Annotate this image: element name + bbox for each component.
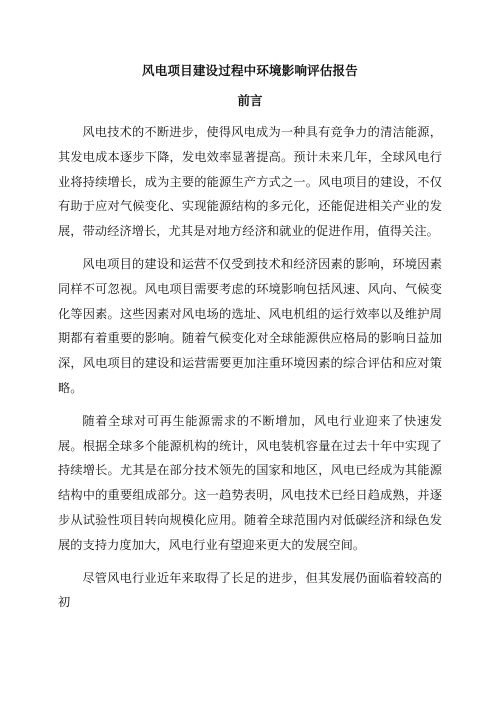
paragraph-2: 风电项目的建设和运营不仅受到技术和经济因素的影响，环境因素同样不可忽视。风电项目需要考虑的环境影响包括风速、风向、气候变化等因素。这些因素对风电场的选址、风电机组的运行效率以及维护周期都有着重要的影响。随着气候变化对全球能源供应格局的影响日益加深，风电项目的建设和运营需要更加注重环境因素的综合评估和应对策略。 bbox=[58, 256, 442, 395]
paragraph-3: 随着全球对可再生能源需求的不断增加，风电行业迎来了快速发展。根据全球多个能源机构的统计，风电装机容量在过去十年中实现了持续增长。尤其是在部分技术领先的国家和地区，风电已经成为其能源结构中的重要组成部分。这一趋势表明，风电技术已经日趋成熟，并逐步从试验性项目转向规模化应用。随着全球范围内对低碳经济和绿色发展的支持力度加大，风电行业有望迎来更大的发展空间。 bbox=[58, 413, 442, 552]
document-title: 风电项目建设过程中环境影响评估报告 bbox=[142, 63, 358, 78]
section-heading-preface: 前言 bbox=[237, 93, 263, 108]
paragraph-4: 尽管风电行业近年来取得了长足的进步，但其发展仍面临着较高的初 bbox=[58, 570, 442, 610]
paragraph-1: 风电技术的不断进步，使得风电成为一种具有竞争力的清洁能源，其发电成本逐步下降，发电效率显著提高。预计未来几年，全球风电行业将持续增长，成为主要的能源生产方式之一。风电项目的建设，不仅有助于应对气候变化、实现能源结构的多元化，还能促进相关产业的发展，带动经济增长，尤其是对地方经济和就业的促进作用，值得关注。 bbox=[58, 125, 442, 239]
